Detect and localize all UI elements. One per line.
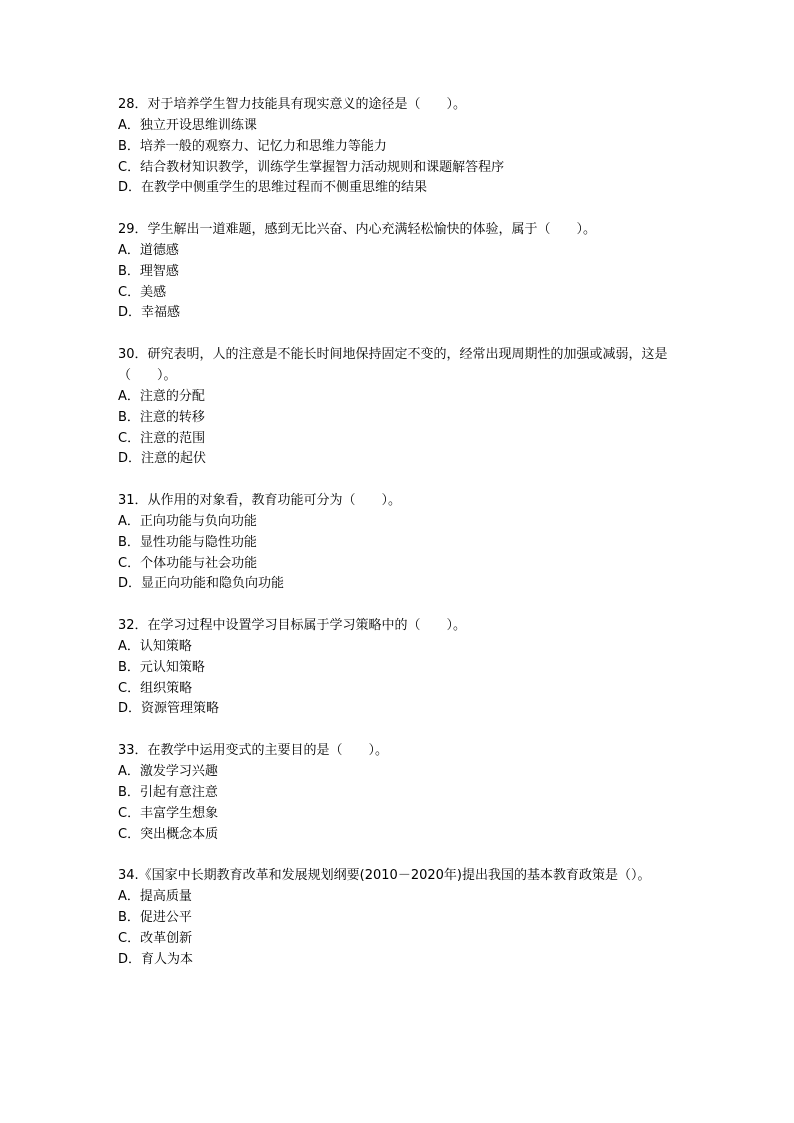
question-stem: 28．对于培养学生智力技能具有现实意义的途径是（ ）。	[118, 97, 467, 112]
question-30	[118, 345, 678, 470]
question-29	[118, 220, 678, 324]
answer-option: D．显正向功能和隐负向功能	[118, 576, 285, 592]
answer-option: B．促进公平	[118, 909, 192, 925]
question-33	[118, 741, 678, 845]
answer-option: D．育人为本	[118, 951, 194, 967]
answer-option: B．理智感	[118, 263, 179, 279]
question-stem: 30．研究表明，人的注意是不能长时间地保持固定不变的，经常出现周期性的加强或减弱，这是（ ）。	[118, 347, 668, 383]
question-stem: 34.《国家中长期教育改革和发展规划纲要(2010－2020年)提出我国的基本教育政策是（）。	[118, 868, 651, 884]
answer-option: A．独立开设思维训练课	[118, 117, 257, 133]
answer-option: B．注意的转移	[118, 409, 205, 425]
answer-option: C．丰富学生想象	[118, 805, 219, 821]
question-stem: 32．在学习过程中设置学习目标属于学习策略中的（ ）。	[118, 618, 467, 634]
answer-option: D．注意的起伏	[118, 451, 207, 467]
answer-option: D．资源管理策略	[118, 701, 220, 717]
answer-option: C．美感	[118, 284, 167, 300]
document-page	[118, 95, 678, 991]
answer-option: B．引起有意注意	[118, 784, 218, 800]
question-34	[118, 866, 678, 970]
answer-option: B．元认知策略	[118, 659, 205, 675]
answer-option: A．正向功能与负向功能	[118, 513, 257, 529]
question-stem: 29．学生解出一道难题，感到无比兴奋、内心充满轻松愉快的体验，属于（ ）。	[118, 222, 597, 238]
answer-option: A．激发学习兴趣	[118, 764, 218, 779]
answer-option: B．显性功能与隐性功能	[118, 534, 257, 550]
answer-option: A．认知策略	[118, 638, 192, 654]
answer-option: A．提高质量	[118, 889, 192, 905]
answer-option: C．组织策略	[118, 680, 193, 696]
answer-option: B．培养一般的观察力、记忆力和思维力等能力	[118, 138, 387, 154]
answer-option: C．个体功能与社会功能	[118, 555, 258, 571]
answer-option: C．结合教材知识教学，训练学生掌握智力活动规则和课题解答程序	[118, 159, 505, 175]
answer-option: C．改革创新	[118, 930, 193, 946]
question-stem: 31．从作用的对象看，教育功能可分为（ ）。	[118, 493, 402, 509]
answer-option: D．在教学中侧重学生的思维过程而不侧重思维的结果	[118, 180, 428, 196]
answer-option: A．注意的分配	[118, 388, 205, 404]
answer-option: A．道德感	[118, 242, 179, 258]
answer-option: C．突出概念本质	[118, 826, 219, 842]
question-31	[118, 491, 678, 595]
answer-option: D．幸福感	[118, 305, 181, 321]
question-stem: 33．在教学中运用变式的主要目的是（ ）。	[118, 743, 389, 759]
question-28	[118, 95, 678, 199]
answer-option: C．注意的范围	[118, 430, 206, 446]
question-32	[118, 616, 678, 720]
